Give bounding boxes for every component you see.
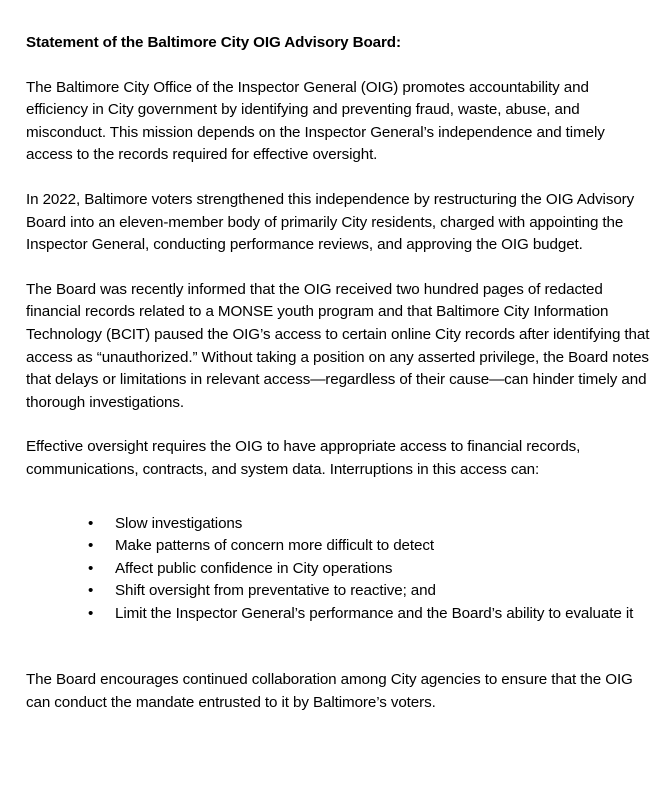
paragraph-effective-oversight: Effective oversight requires the OIG to have appropriate access to financial records, communications, contracts, and system data. Interruptions in this access can: — [26, 438, 581, 478]
list-item — [26, 580, 650, 603]
bullet-icon: • — [88, 559, 94, 577]
statement-title: Statement of the Baltimore City OIG Advisory Board: — [26, 34, 401, 51]
paragraph-oig-mission: The Baltimore City Office of the Inspector General (OIG) promotes accountability and efficiency in City government by identifying and preventing fraud, waste, abuse, and misconduct. This mission depends on the Inspector General’s independence and timely access to the records required for effective oversight. — [26, 78, 605, 164]
bullet-icon: • — [88, 604, 94, 622]
bullet-icon: • — [88, 537, 94, 555]
bullet-icon: • — [88, 514, 94, 532]
list-item — [26, 513, 650, 536]
interruption-effects-list — [26, 513, 650, 626]
document-body — [26, 32, 650, 737]
paragraph-closing: The Board encourages continued collaboration among City agencies to ensure that the OIG can conduct the mandate entrusted to it by Baltimore’s voters. — [26, 671, 633, 712]
list-item — [26, 603, 650, 626]
list-item-text: Shift oversight from preventative to reactive; and — [115, 582, 436, 600]
list-item-text: Affect public confidence in City operations — [115, 559, 393, 577]
list-item-text: Limit the Inspector General’s performance and the Board’s ability to evaluate it — [115, 604, 634, 622]
paragraph-2022-restructuring: In 2022, Baltimore voters strengthened this independence by restructuring the OIG Advisory Board into an eleven-member body of primarily City residents, charged with appointing the Inspector General, conducting performance reviews, and approving the OIG budget. — [26, 190, 635, 254]
list-item-text: Slow investigations — [115, 514, 243, 532]
list-item-text: Make patterns of concern more difficult to detect — [115, 537, 434, 555]
list-item — [26, 535, 650, 558]
bullet-icon: • — [88, 582, 94, 600]
list-item — [26, 558, 650, 581]
paragraph-access-concerns: The Board was recently informed that the OIG received two hundred pages of redacted financial records related to a MONSE youth program and that Baltimore City Information Technology (BCIT) paused the OIG’s access to certain online City records after identifying that access as “unauthorized.” Without taking a position on any asserted privilege, the Board notes that delays or limitations in relevant access—regardless of their cause—can hinder timely and thorough investigations. — [26, 280, 650, 411]
